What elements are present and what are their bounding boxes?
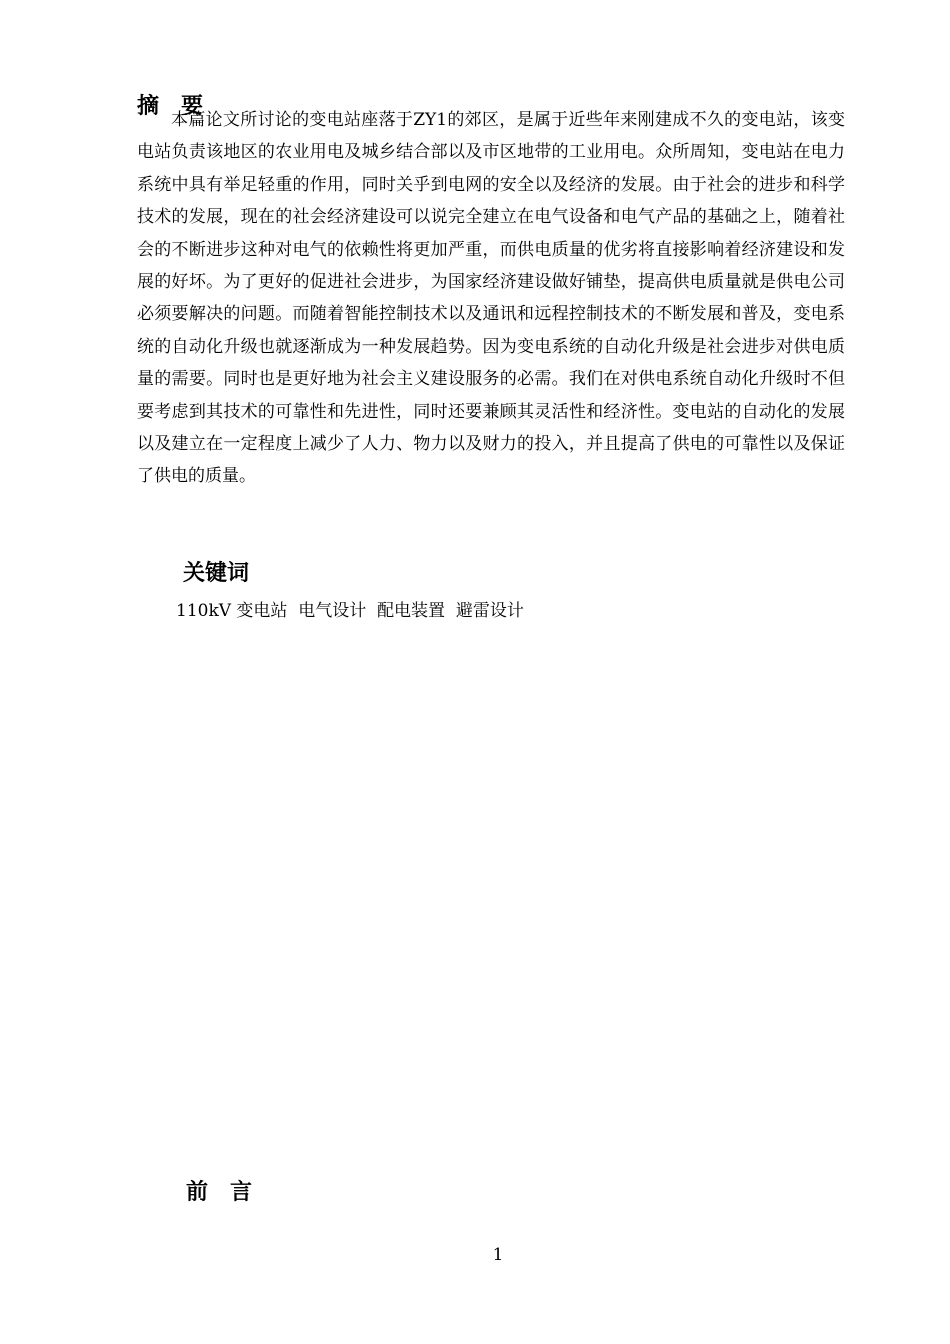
page-number: 1 xyxy=(492,1245,504,1265)
abstract-heading: 摘要 xyxy=(137,94,226,119)
keywords-heading: 关键词 xyxy=(183,561,250,586)
keyword-item: 配电装置 xyxy=(377,601,446,621)
keyword-item: 110kV 变电站 xyxy=(176,601,288,621)
abstract-body: 本篇论文所讨论的变电站座落于ZY1的郊区，是属于近些年来刚建成不久的变电站，该变电站负责该地区的农业用电及城乡结合部以及市区地带的工业用电。众所周知，变电站在电力系统中具有举足轻重的作用，同时关乎到电网的安全以及经济的发展。由于社会的进步和科学技术的发展，现在的社会经济建设可以说完全建立在电气设备和电气产品的基础之上，随着社会的不断进步这种对电气的依赖性将更加严重，而供电质量的优劣将直接影响着经济建设和发展的好坏。为了更好的促进社会进步，为国家经济建设做好铺垫，提高供电质量就是供电公司必须要解决的问题。而随着智能控制技术以及通讯和远程控制技术的不断发展和普及，变电系统的自动化升级也就逐渐成为一种发展趋势。因为变电系统的自动化升级是社会进步对供电质量的需要。同时也是更好地为社会主义建设服务的必需。我们在对供电系统自动化升级时不但要考虑到其技术的可靠性和先进性，同时还要兼顾其灵活性和经济性。变电站的自动化的发展以及建立在一定程度上减少了人力、物力以及财力的投入，并且提高了供电的可靠性以及保证了供电的质量。 xyxy=(137,110,845,487)
keywords-list xyxy=(176,597,524,625)
keyword-item: 电气设计 xyxy=(298,601,367,621)
preface-heading: 前言 xyxy=(186,1180,275,1205)
keyword-item: 避雷设计 xyxy=(455,601,524,621)
